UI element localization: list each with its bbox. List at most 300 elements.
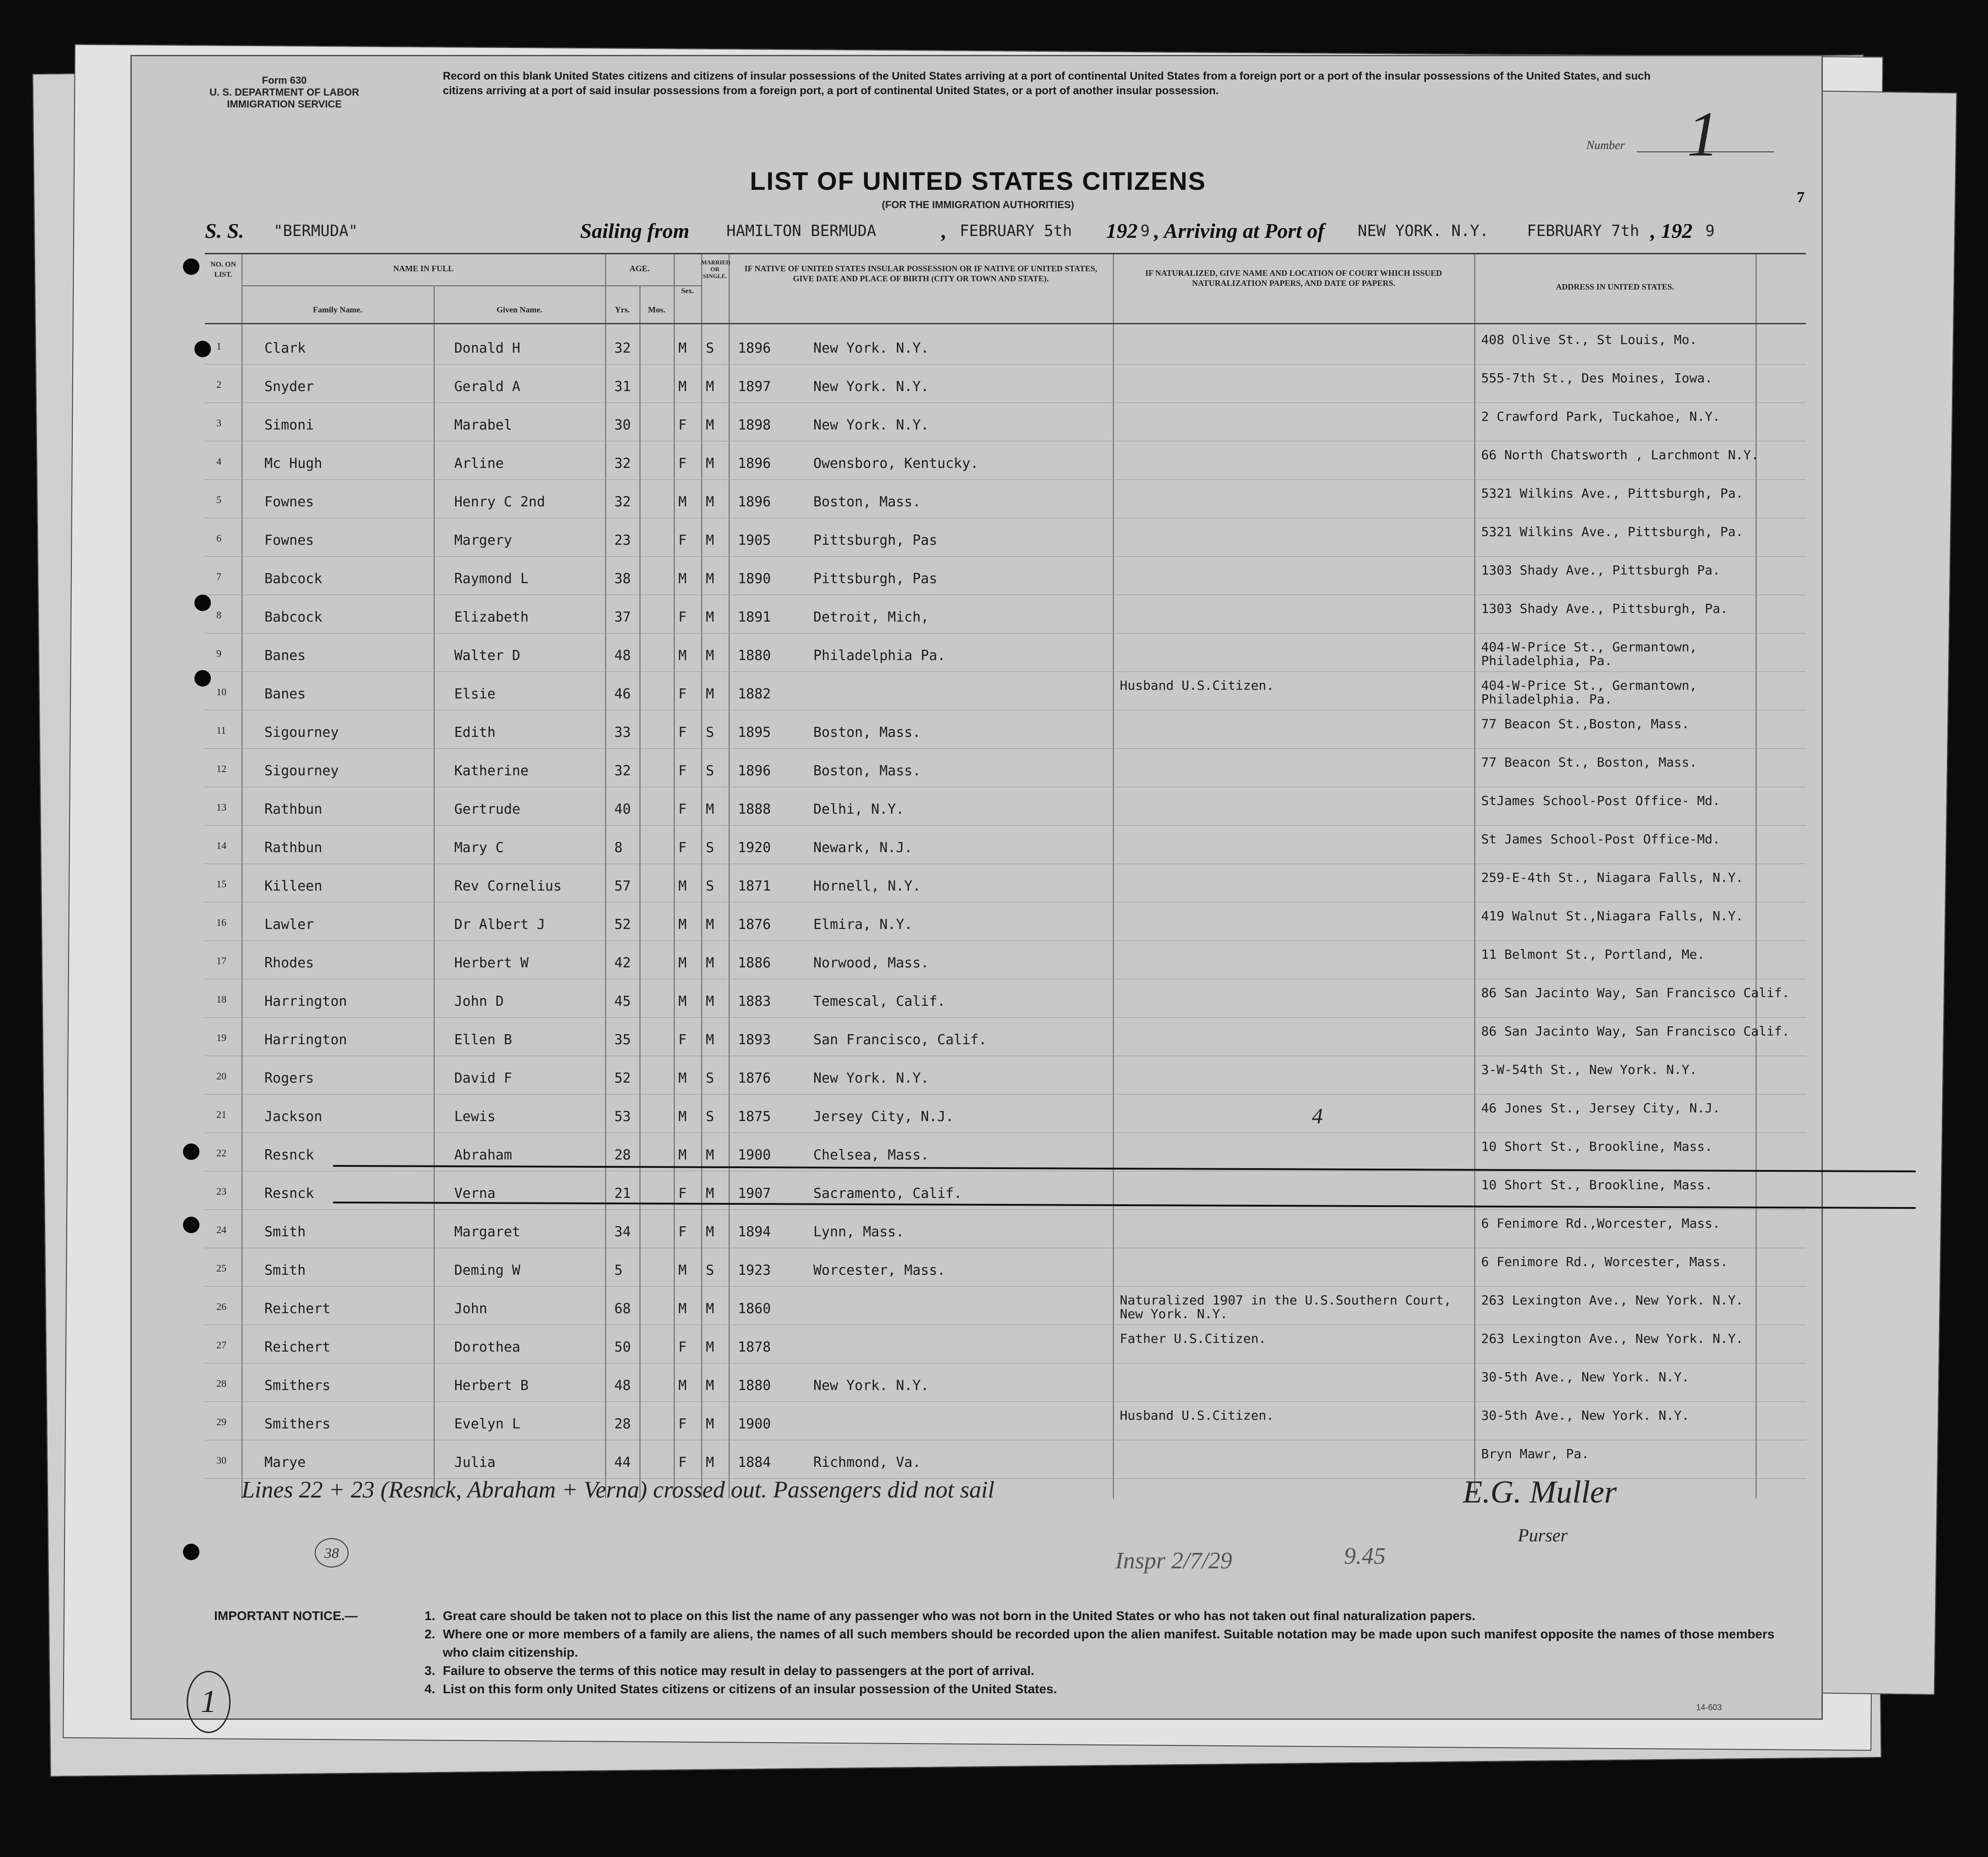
cell-age: 40 — [614, 801, 631, 817]
cell-ms: M — [706, 955, 715, 971]
sailing-year: 9 — [1140, 222, 1150, 240]
purser-title: Purser — [1518, 1525, 1568, 1546]
header-naturalized: IF NATURALIZED, GIVE NAME AND LOCATION OF COURT WHICH ISSUED NATURALIZATION PAPERS, AND DATE OF PAPERS. — [1145, 268, 1442, 288]
col-divider — [434, 286, 435, 1498]
cell-addr: 2 Crawford Park, Tuckahoe, N.Y. — [1481, 409, 1720, 424]
header-age: AGE. — [629, 264, 650, 273]
arrival-year-prefix: , 192 — [1650, 219, 1692, 242]
cell-place: New York. N.Y. — [813, 379, 929, 395]
cell-sex: M — [678, 648, 687, 664]
cell-family: Snyder — [264, 379, 314, 395]
cell-place: Hornell, N.Y. — [813, 878, 921, 894]
cell-no: 12 — [216, 763, 226, 774]
cell-family: Reichert — [264, 1301, 331, 1317]
cell-addr: Bryn Mawr, Pa. — [1481, 1446, 1590, 1461]
row-rule — [205, 1017, 1806, 1018]
cell-addr: 10 Short St., Brookline, Mass. — [1481, 1139, 1713, 1154]
cell-given: Abraham — [454, 1147, 512, 1163]
cell-year: 1876 — [738, 917, 771, 933]
cell-addr: 555-7th St., Des Moines, Iowa. — [1481, 370, 1713, 386]
cell-place: Newark, N.J. — [813, 840, 913, 856]
cell-family: Rogers — [264, 1070, 314, 1086]
cell-given: Edith — [454, 725, 496, 741]
cell-family: Resnck — [264, 1147, 314, 1163]
cell-family: Harrington — [264, 1032, 347, 1048]
cell-no: 26 — [216, 1301, 226, 1312]
notice-item: 3. Failure to observe the terms of this notice may result in delay to passengers at the port of arrival. — [424, 1664, 1035, 1678]
row-rule — [205, 1401, 1806, 1402]
cell-addr: 86 San Jacinto Way, San Francisco Calif. — [1481, 985, 1790, 1000]
cell-age: 50 — [614, 1339, 631, 1355]
cell-addr: 86 San Jacinto Way, San Francisco Calif. — [1481, 1024, 1790, 1039]
notice-item: 4. List on this form only United States citizens or citizens of an insular possession of the United States. — [424, 1682, 1057, 1696]
ss-label: S. S. — [205, 219, 244, 242]
number-value: 1 — [1687, 99, 1719, 170]
cell-addr: 1303 Shady Ave., Pittsburgh Pa. — [1481, 563, 1720, 578]
notice-text: Great care should be taken not to place on this list the name of any passenger who was not born in the United States or who has not taken out final naturalization papers. — [443, 1609, 1476, 1623]
cell-year: 1860 — [738, 1301, 771, 1317]
row-rule — [205, 364, 1806, 365]
notice-items — [424, 1607, 1792, 1698]
cell-age: 37 — [614, 609, 631, 625]
cell-ms: M — [706, 1224, 715, 1240]
cell-given: Rev Cornelius — [454, 878, 562, 894]
arrival-year: 9 — [1705, 222, 1715, 240]
cell-age: 53 — [614, 1109, 631, 1125]
cell-no: 3 — [216, 417, 221, 429]
cell-ms: M — [706, 1454, 715, 1471]
cell-ms: M — [706, 1301, 715, 1317]
cell-addr: 77 Beacon St.,Boston, Mass. — [1481, 716, 1690, 731]
cell-addr: 263 Lexington Ave., New York. N.Y. — [1481, 1293, 1744, 1308]
header-name-in-full: NAME IN FULL — [393, 264, 454, 273]
cell-ms: M — [706, 917, 715, 933]
cell-no: 2 — [216, 379, 221, 390]
cell-age: 28 — [614, 1416, 631, 1432]
sailing-port: HAMILTON BERMUDA — [726, 222, 876, 240]
row-rule — [205, 825, 1806, 826]
cell-year: 1880 — [738, 648, 771, 664]
cell-ms: S — [706, 1070, 715, 1086]
cell-given: Ellen B — [454, 1032, 512, 1048]
cell-ms: S — [706, 1109, 715, 1125]
cell-ms: M — [706, 532, 715, 548]
cell-given: Arline — [454, 456, 504, 472]
cell-family: Harrington — [264, 993, 347, 1009]
row-rule — [205, 940, 1806, 941]
punch-hole — [194, 670, 211, 687]
cell-no: 30 — [216, 1454, 226, 1466]
cell-given: Lewis — [454, 1109, 496, 1125]
circled-38: 38 — [315, 1538, 349, 1567]
cell-sex: M — [678, 1378, 687, 1394]
cell-sex: M — [678, 571, 687, 587]
header-yrs: Yrs. — [615, 305, 630, 314]
cell-no: 19 — [216, 1032, 226, 1043]
cell-addr: 408 Olive St., St Louis, Mo. — [1481, 332, 1698, 347]
cell-age: 32 — [614, 763, 631, 779]
cell-no: 18 — [216, 993, 226, 1005]
notice-text: Where one or more members of a family are aliens, the names of all such members should be recorded upon the alien manifest. Suitable notation may be made upon such manifest opposite the names of those members who claim citizenship. — [443, 1627, 1775, 1659]
cell-given: Walter D — [454, 648, 521, 664]
form-service: IMMIGRATION SERVICE — [227, 98, 342, 110]
cell-addr: 46 Jones St., Jersey City, N.J. — [1481, 1100, 1720, 1116]
cell-age: 44 — [614, 1454, 631, 1471]
cell-age: 21 — [614, 1186, 631, 1202]
cell-year: 1871 — [738, 878, 771, 894]
inspector-note: Inspr 2/7/29 — [1115, 1548, 1232, 1574]
cell-sex: F — [678, 1032, 687, 1048]
cell-family: Rathbun — [264, 801, 322, 817]
cell-year: 1905 — [738, 532, 771, 548]
cell-sex: M — [678, 993, 687, 1009]
notice-text: Failure to observe the terms of this notice may result in delay to passengers at the port of arrival. — [443, 1664, 1035, 1678]
cell-no: 28 — [216, 1378, 226, 1389]
ship-name: "BERMUDA" — [274, 222, 358, 240]
cell-place: Norwood, Mass. — [813, 955, 929, 971]
cell-year: 1888 — [738, 801, 771, 817]
cell-ms: M — [706, 801, 715, 817]
header-address: ADDRESS IN UNITED STATES. — [1556, 282, 1674, 291]
cell-ms: M — [706, 1186, 715, 1202]
notice-item: 1. Great care should be taken not to place on this list the name of any passenger who was not born in the United States or who has not taken out final naturalization papers. — [424, 1609, 1476, 1623]
cell-family: Sigourney — [264, 725, 339, 741]
cell-age: 31 — [614, 379, 631, 395]
cell-no: 1 — [216, 340, 221, 352]
row-rule — [205, 1209, 1806, 1210]
cell-family: Smith — [264, 1224, 306, 1240]
cell-nat: Husband U.S.Citizen. — [1120, 678, 1274, 693]
cell-year: 1920 — [738, 840, 771, 856]
cell-family: Simoni — [264, 417, 314, 433]
cell-year: 1890 — [738, 571, 771, 587]
row-rule — [205, 556, 1806, 557]
cell-no: 20 — [216, 1070, 226, 1082]
cell-addr: 5321 Wilkins Ave., Pittsburgh, Pa. — [1481, 524, 1744, 539]
cell-ms: M — [706, 1147, 715, 1163]
cell-family: Rhodes — [264, 955, 314, 971]
cell-given: Mary C — [454, 840, 504, 856]
cell-family: Clark — [264, 340, 306, 356]
cell-ms: M — [706, 1378, 715, 1394]
cell-year: 1884 — [738, 1454, 771, 1471]
row-rule — [205, 1286, 1806, 1287]
header-family: Family Name. — [313, 305, 362, 314]
cell-family: Fownes — [264, 494, 314, 510]
cell-given: David F — [454, 1070, 512, 1086]
cell-family: Smithers — [264, 1416, 331, 1432]
cell-no: 10 — [216, 686, 226, 698]
cell-year: 1886 — [738, 955, 771, 971]
cell-sex: F — [678, 1339, 687, 1355]
cell-addr: 1303 Shady Ave., Pittsburgh, Pa. — [1481, 601, 1728, 616]
cell-year: 1898 — [738, 417, 771, 433]
punch-hole — [183, 1217, 199, 1233]
cell-no: 13 — [216, 801, 226, 813]
cell-family: Fownes — [264, 532, 314, 548]
cell-sex: M — [678, 1147, 687, 1163]
cell-place: Boston, Mass. — [813, 763, 921, 779]
cell-year: 1897 — [738, 379, 771, 395]
cell-given: Henry C 2nd — [454, 494, 545, 510]
cell-sex: M — [678, 917, 687, 933]
cell-place: Delhi, N.Y. — [813, 801, 904, 817]
punch-hole — [183, 1143, 199, 1160]
cell-addr: 30-5th Ave., New York. N.Y. — [1481, 1408, 1690, 1423]
cell-sex: F — [678, 1454, 687, 1471]
page-subtitle: (FOR THE IMMIGRATION AUTHORITIES) — [881, 199, 1075, 210]
cell-no: 17 — [216, 955, 226, 966]
cell-no: 9 — [216, 648, 221, 659]
cell-place: Philadelphia Pa. — [813, 648, 946, 664]
cell-given: Gertrude — [454, 801, 521, 817]
cell-given: John D — [454, 993, 504, 1009]
col-divider — [639, 286, 640, 1498]
cell-age: 32 — [614, 456, 631, 472]
cell-ms: S — [706, 878, 715, 894]
row-rule — [205, 1132, 1806, 1133]
form-number: Form 630 — [262, 75, 307, 86]
arrival-year-prefix-text: 192 — [1661, 219, 1692, 242]
cell-age: 33 — [614, 725, 631, 741]
cell-age: 52 — [614, 917, 631, 933]
cell-addr: St James School-Post Office-Md. — [1481, 832, 1720, 847]
mark-4: 4 — [1312, 1104, 1323, 1128]
cell-family: Marye — [264, 1454, 306, 1471]
cell-given: John — [454, 1301, 488, 1317]
cell-year: 1900 — [738, 1147, 771, 1163]
cell-year: 1900 — [738, 1416, 771, 1432]
cell-year: 1882 — [738, 686, 771, 702]
cell-age: 23 — [614, 532, 631, 548]
header-no: NO. ON LIST. — [210, 261, 236, 279]
cell-given: Verna — [454, 1186, 496, 1202]
cell-sex: F — [678, 417, 687, 433]
cell-age: 5 — [614, 1262, 623, 1278]
cell-family: Banes — [264, 648, 306, 664]
cell-place: New York. N.Y. — [813, 1070, 929, 1086]
cell-sex: M — [678, 494, 687, 510]
cell-family: Babcock — [264, 609, 322, 625]
cell-age: 42 — [614, 955, 631, 971]
cell-no: 22 — [216, 1147, 226, 1159]
cell-place: New York. N.Y. — [813, 417, 929, 433]
cell-given: Katherine — [454, 763, 529, 779]
cell-sex: F — [678, 801, 687, 817]
row-rule — [205, 1094, 1806, 1095]
cell-age: 32 — [614, 340, 631, 356]
cell-addr: 5321 Wilkins Ave., Pittsburgh, Pa. — [1481, 486, 1744, 501]
cell-year: 1883 — [738, 993, 771, 1009]
cell-family: Resnck — [264, 1186, 314, 1202]
cell-sex: F — [678, 763, 687, 779]
cell-year: 1876 — [738, 1070, 771, 1086]
cell-addr: 30-5th Ave., New York. N.Y. — [1481, 1369, 1690, 1385]
cell-given: Marabel — [454, 417, 512, 433]
cell-given: Gerald A — [454, 379, 521, 395]
cell-no: 16 — [216, 917, 226, 928]
cell-ms: S — [706, 763, 715, 779]
cell-place: Detroit, Mich, — [813, 609, 929, 625]
cell-age: 57 — [614, 878, 631, 894]
cell-addr: 11 Belmont St., Portland, Me. — [1481, 947, 1705, 962]
header-sex: Sex. — [681, 287, 694, 295]
cell-addr: 10 Short St., Brookline, Mass. — [1481, 1177, 1713, 1192]
cell-no: 6 — [216, 532, 221, 544]
cell-family: Sigourney — [264, 763, 339, 779]
cell-year: 1923 — [738, 1262, 771, 1278]
punch-hole — [194, 595, 211, 611]
cell-place: Richmond, Va. — [813, 1454, 921, 1471]
cell-given: Dorothea — [454, 1339, 521, 1355]
cell-no: 27 — [216, 1339, 226, 1351]
punch-hole — [183, 258, 199, 275]
cell-addr: 6 Fenimore Rd., Worcester, Mass. — [1481, 1254, 1728, 1269]
cell-sex: M — [678, 340, 687, 356]
cell-place: Pittsburgh, Pas — [813, 532, 937, 548]
cell-sex: F — [678, 456, 687, 472]
cell-ms: S — [706, 1262, 715, 1278]
cell-place: Owensboro, Kentucky. — [813, 456, 979, 472]
passenger-table — [205, 253, 1806, 1549]
cell-age: 8 — [614, 840, 623, 856]
cell-year: 1895 — [738, 725, 771, 741]
cell-family: Babcock — [264, 571, 322, 587]
cell-addr: 404-W-Price St., Germantown, Philadelphia, Pa. — [1481, 639, 1698, 668]
cell-sex: F — [678, 686, 687, 702]
cell-family: Smithers — [264, 1378, 331, 1394]
cell-addr: 263 Lexington Ave., New York. N.Y. — [1481, 1331, 1744, 1346]
cell-sex: F — [678, 609, 687, 625]
cell-no: 23 — [216, 1186, 226, 1197]
record-instructions: Record on this blank United States citizens and citizens of insular possessions of the United States arriving at a port of continental United States from a foreign port or a port of the insular possessions of the United States, and such citizens arriving at a port of said insular possessions from a foreign port, a port of continental United States, or a port of another insular possession. — [443, 70, 1651, 97]
handwritten-note: Lines 22 + 23 (Resnck, Abraham + Verna) crossed out. Passengers did not sail — [242, 1477, 994, 1503]
cell-no: 24 — [216, 1224, 226, 1235]
cell-place: Pittsburgh, Pas — [813, 571, 937, 587]
header-native: IF NATIVE OF UNITED STATES INSULAR POSSESSION OR IF NATIVE OF UNITED STATES, GIVE DATE AND PLACE OF BIRTH (CITY OR TOWN AND STATE). — [744, 264, 1097, 283]
cell-place: New York. N.Y. — [813, 340, 929, 356]
cell-no: 5 — [216, 494, 221, 505]
cell-sex: M — [678, 379, 687, 395]
cell-ms: M — [706, 494, 715, 510]
cell-given: Evelyn L — [454, 1416, 521, 1432]
cell-year: 1875 — [738, 1109, 771, 1125]
cell-addr: 404-W-Price St., Germantown, Philadelphia. Pa. — [1481, 678, 1698, 707]
cell-ms: M — [706, 571, 715, 587]
punch-hole — [183, 1544, 199, 1560]
number-label: Number — [1586, 139, 1625, 152]
cell-year: 1880 — [738, 1378, 771, 1394]
cell-ms: M — [706, 648, 715, 664]
cell-ms: M — [706, 686, 715, 702]
cell-family: Reichert — [264, 1339, 331, 1355]
cell-ms: S — [706, 340, 715, 356]
punch-hole — [194, 341, 211, 357]
cell-place: Lynn, Mass. — [813, 1224, 904, 1240]
purser-signature: E.G. Muller — [1463, 1475, 1617, 1510]
cell-given: Deming W — [454, 1262, 521, 1278]
cell-year: 1896 — [738, 763, 771, 779]
cell-place: Elmira, N.Y. — [813, 917, 913, 933]
cell-place: Sacramento, Calif. — [813, 1186, 962, 1202]
cell-no: 25 — [216, 1262, 226, 1274]
cell-age: 38 — [614, 571, 631, 587]
header-given: Given Name. — [496, 305, 543, 314]
cell-sex: M — [678, 955, 687, 971]
cell-given: Donald H — [454, 340, 521, 356]
cell-age: 34 — [614, 1224, 631, 1240]
form-header — [210, 75, 359, 110]
cell-place: Jersey City, N.J. — [813, 1109, 954, 1125]
cell-place: New York. N.Y. — [813, 1378, 929, 1394]
cell-no: 7 — [216, 571, 221, 582]
cell-sex: M — [678, 1301, 687, 1317]
sailing-label: Sailing from — [580, 219, 690, 242]
cell-given: Margaret — [454, 1224, 521, 1240]
cell-place: Chelsea, Mass. — [813, 1147, 929, 1163]
cell-family: Smith — [264, 1262, 306, 1278]
header-married: MARRIED OR SINGLE. — [701, 259, 731, 279]
cell-addr: StJames School-Post Office- Md. — [1481, 793, 1720, 808]
cell-addr: 6 Fenimore Rd.,Worcester, Mass. — [1481, 1216, 1720, 1231]
cell-age: 52 — [614, 1070, 631, 1086]
cell-addr: 77 Beacon St., Boston, Mass. — [1481, 755, 1698, 770]
header-divider — [242, 285, 701, 286]
cell-addr: 66 North Chatsworth , Larchmont N.Y. — [1481, 447, 1759, 462]
cell-no: 29 — [216, 1416, 226, 1428]
cell-ms: M — [706, 1339, 715, 1355]
cell-age: 45 — [614, 993, 631, 1009]
cell-age: 32 — [614, 494, 631, 510]
cell-sex: M — [678, 1262, 687, 1278]
cell-sex: F — [678, 1186, 687, 1202]
cell-age: 35 — [614, 1032, 631, 1048]
form-code: 14-603 — [1696, 1703, 1722, 1712]
cell-given: Herbert W — [454, 955, 529, 971]
cell-nat: Naturalized 1907 in the U.S.Southern Court, New York. N.Y. — [1120, 1293, 1451, 1321]
form-department: U. S. DEPARTMENT OF LABOR — [210, 86, 360, 98]
cell-no: 8 — [216, 609, 221, 621]
notice-item: 2. Where one or more members of a family are aliens, the names of all such members should be recorded upon the alien manifest. Suitable notation may be made upon such manifest opposite the names of those members who claim citizenship. — [424, 1627, 1775, 1659]
cell-addr: 419 Walnut St.,Niagara Falls, N.Y. — [1481, 908, 1744, 923]
cell-ms: M — [706, 379, 715, 395]
page-mark: 7 — [1797, 189, 1805, 206]
page-title: LIST OF UNITED STATES CITIZENS — [750, 166, 1206, 195]
arrival-port: NEW YORK. N.Y. — [1358, 222, 1489, 240]
cell-year: 1878 — [738, 1339, 771, 1355]
cell-sex: F — [678, 1416, 687, 1432]
sailing-date: FEBRUARY 5th — [960, 222, 1072, 240]
cell-place: San Francisco, Calif. — [813, 1032, 987, 1048]
cell-no: 14 — [216, 840, 226, 851]
cell-age: 48 — [614, 1378, 631, 1394]
cell-family: Rathbun — [264, 840, 322, 856]
cell-sex: F — [678, 725, 687, 741]
notice-text: List on this form only United States citizens or citizens of an insular possession of the United States. — [443, 1682, 1057, 1696]
cell-given: Elizabeth — [454, 609, 529, 625]
cell-given: Herbert B — [454, 1378, 529, 1394]
manifest-page — [130, 55, 1823, 1720]
cell-place: Worcester, Mass. — [813, 1262, 946, 1278]
cell-ms: S — [706, 840, 715, 856]
cell-sex: M — [678, 1109, 687, 1125]
cell-year: 1893 — [738, 1032, 771, 1048]
cell-sex: M — [678, 1070, 687, 1086]
cell-age: 28 — [614, 1147, 631, 1163]
comma: , — [941, 219, 947, 242]
cell-age: 46 — [614, 686, 631, 702]
cell-year: 1891 — [738, 609, 771, 625]
